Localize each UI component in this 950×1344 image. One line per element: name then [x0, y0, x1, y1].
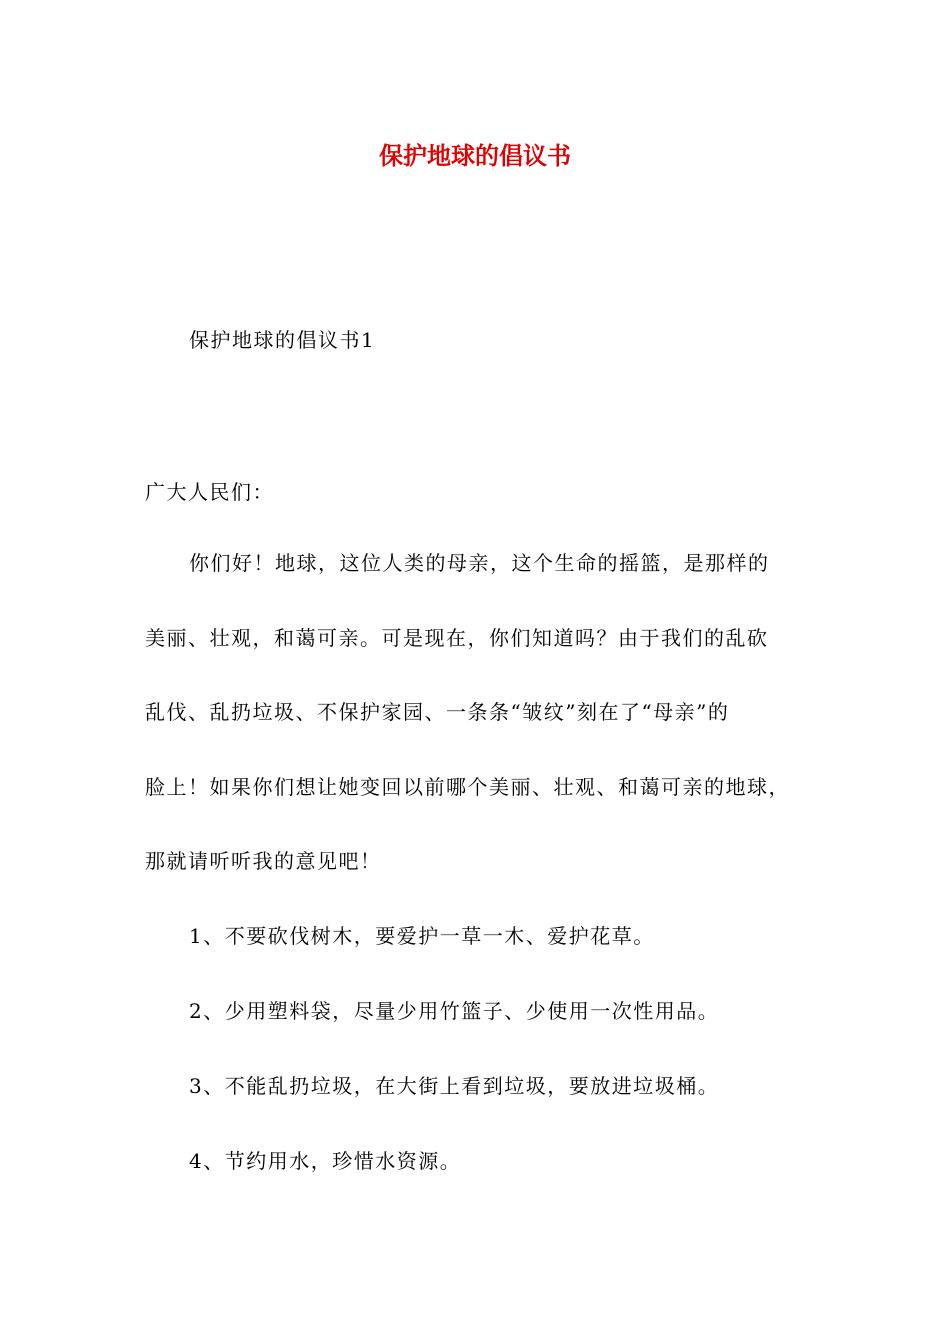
list-item: 1、不要砍伐树木，要爱护一草一木、爱护花草。: [189, 924, 655, 948]
list-item: 3、不能乱扔垃圾，在大街上看到垃圾，要放进垃圾桶。: [189, 1074, 720, 1098]
paragraph-line: 乱伐、乱扔垃圾、不保护家园、一条条“皱纹”刻在了“母亲”的: [145, 700, 730, 724]
paragraph-line: 脸上！如果你们想让她变回以前哪个美丽、壮观、和蔼可亲的地球，: [145, 775, 790, 799]
document-title: 保护地球的倡议书: [379, 141, 571, 170]
paragraph-line: 美丽、壮观，和蔼可亲。可是现在，你们知道吗？由于我们的乱砍: [145, 626, 769, 650]
list-item: 4、节约用水，珍惜水资源。: [189, 1149, 462, 1173]
list-item: 2、少用塑料袋，尽量少用竹篮子、少使用一次性用品。: [189, 999, 720, 1023]
subtitle: 保护地球的倡议书1: [189, 328, 376, 352]
paragraph-line: 那就请听听我的意见吧！: [145, 849, 382, 873]
greeting: 广大人民们：: [145, 480, 274, 504]
paragraph-line: 你们好！地球，这位人类的母亲，这个生命的摇篮，是那样的: [189, 551, 770, 575]
